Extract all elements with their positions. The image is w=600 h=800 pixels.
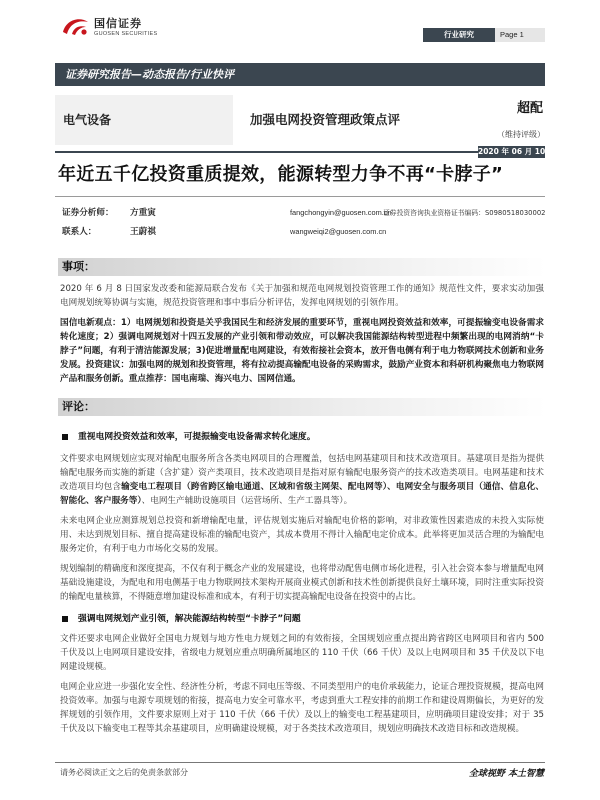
paragraph-text: 文件还要求电网企业做好全国电力规划与地方性电力规划之间的有效衔接，全国规划应重点提出跨省跨区电网项目和省内 500 千伏及以上电网项目建设安排，省级电力规划应重点明确所属地区的 110 千伏（66 千伏）及以上电网项目和 35 千伏及以下电网建设规模。: [60, 634, 544, 672]
square-bullet-icon: [62, 616, 68, 622]
report-meta-row: [55, 95, 545, 145]
comment-point-title: 重视电网投资效益和效率，可提振输变电设备需求转化速度。: [78, 432, 316, 442]
comment-paragraph: [60, 632, 544, 674]
comment-point-1: [62, 430, 546, 444]
analyst-row: [62, 206, 552, 220]
contact-name: 王蔚祺: [130, 227, 156, 237]
contact-role: 联系人：: [62, 227, 97, 237]
rating-note: （维持评级）: [497, 130, 545, 139]
report-subject: 加强电网投资管理政策点评: [250, 112, 401, 127]
date-divider: [55, 151, 478, 153]
industry-label: 电气设备: [55, 95, 233, 145]
disclaimer-notice: 请务必阅读正文之后的免责条款部分: [60, 768, 188, 777]
report-category-tag: [423, 28, 545, 42]
analyst-email-link[interactable]: fangchongyin@guosen.com.cn: [290, 208, 392, 217]
paragraph-text: 规划编制的精确度和深度提高，不仅有利于概念产业的发展建设，也将带动配售电侧市场化进程，引入社会资本参与增量配电网基础设施建设，为配电和用电侧基于电力物联网技术架构开展商业模式创新和技术性创新提供良好土壤环境，同时注重实际投资的输配电量核算，不得随意增加建设标准和成本，有利于切实提高输配电设备在投资中的占比。: [60, 564, 544, 602]
footer-slogan: 全球视野 本土智慧: [468, 769, 544, 779]
report-type-band: 证券研究报告—动态报告/行业快评: [55, 63, 545, 86]
paragraph-text: 电网企业应进一步强化安全性、经济性分析，考虑不同电压等级、不同类型用户的电价承载能力，论证合理投资规模，提高电网投资效率。加强与电源专项规划的衔接，提高电力安全可靠水平，考虑到重大工程安排的前期工作和建设周期偏长，为更好的发挥规划的引领作用，文件要求原则上对于 110 千伏（66 千伏）及以上的输变电工程基建项目，应明确项目建设安排；对于 35 千伏及以下输变电工程等其余基建项目，应明确建设规模，对于各类技术改造项目，规划应明确技术改造目标和改造规模。: [60, 682, 544, 734]
square-bullet-icon: [62, 434, 68, 440]
paragraph-emphasis: 输变电工程项目（跨省跨区输电通道、区域和省级主网架、配电网等）、电网安全与服务项目（通信、信息化、智能化、客户服务等）: [60, 482, 544, 506]
events-heading: 事项：: [58, 258, 546, 276]
paragraph-text: 、电网生产辅助设施项目（运营场所、生产工器具等）。: [141, 496, 353, 506]
analyst-certificate: 证券投资咨询执业资格证书编码：S0980518030002: [383, 209, 546, 217]
paragraph-text: 文件要求电网规划应实现对输配电服务所含各类电网项目的合理覆盖，包括电网基建项目和技术改造项目。基建项目是指为提供输配电服务而实施的新建（含扩建）资产类项目，技术改造项目是指对原有输配电服务资产的技术改造类项目。电网基建和技术改造项目均包含: [60, 454, 544, 492]
comments-heading: 评论：: [58, 398, 546, 416]
comment-point-title: 强调电网规划产业引领，解决能源结构转型“卡脖子”问题: [78, 614, 301, 624]
page-title: 年近五千亿投资重质提效，能源转型力争不再“卡脖子”: [58, 164, 504, 185]
comment-point-2: [62, 612, 546, 626]
rating-label: 超配: [516, 101, 543, 116]
comment-paragraph: [60, 680, 544, 736]
analyst-name: 方重寅: [130, 208, 156, 218]
paragraph-text: 未来电网企业应测算规划总投资和新增输配电量，评估规划实施后对输配电价格的影响，对非政策性因素造成的未投入实际使用、未达到规划目标、擅自提高建设标准的输配电资产，其成本费用不得计入输配电定价成本。此举将更加灵活合理的为输配电服务定价，有利于电力市场化交易的发展。: [60, 516, 544, 554]
comment-paragraph: [60, 514, 544, 556]
contact-row: [62, 225, 552, 239]
report-body: [58, 258, 546, 756]
comment-paragraph: [60, 452, 544, 508]
page-number: Page 1: [495, 28, 545, 42]
contact-email-link[interactable]: wangweiqi2@guosen.com.cn: [290, 227, 387, 236]
footer-divider: [55, 762, 545, 763]
guosen-logo-icon: [60, 15, 90, 37]
logo-text-en: GUOSEN SECURITIES: [94, 31, 158, 37]
brand-logo: [60, 13, 170, 43]
comment-paragraph: [60, 562, 544, 604]
logo-text-cn: 国信证券: [94, 17, 142, 30]
events-paragraph: 2020 年 6 月 8 日国家发改委和能源局联合发布《关于加强和规范电网规划投资管理工作的通知》规范性文件，要求实动加强电网规划统筹协调与实施，规范投资管理和事中事后分析评估，发挥电网规划的引领作用。: [60, 284, 544, 308]
category-label: 行业研究: [423, 28, 495, 42]
analyst-role: 证券分析师：: [62, 208, 114, 218]
report-date: 2020 年 06 月 10 日: [478, 147, 556, 156]
title-divider: [55, 196, 545, 197]
events-viewpoint-paragraph: 国信电新观点：1）电网规划和投资是关乎我国民生和经济发展的重要环节，重视电网投资效益和效率，可提振输变电设备需求转化速度；2）强调电网规划对十四五发展的产业引领和带动效应，可以解决我国能源结构转型进程中频繁出现的电网消纳“卡脖子”问题，有利于清洁能源发展；3)促进增量配电网建设，有效衔接社会资本，放开售电侧有利于电力物联网技术创新和业务发展。投资建议：加强电网的规划和投资管理，将有拉动提高输配电设备的采购需求，鼓励产业资本和科研机构聚焦电力物联网产品和服务创新。重点推荐：国电南瑞、海兴电力、国网信通。: [60, 318, 544, 384]
